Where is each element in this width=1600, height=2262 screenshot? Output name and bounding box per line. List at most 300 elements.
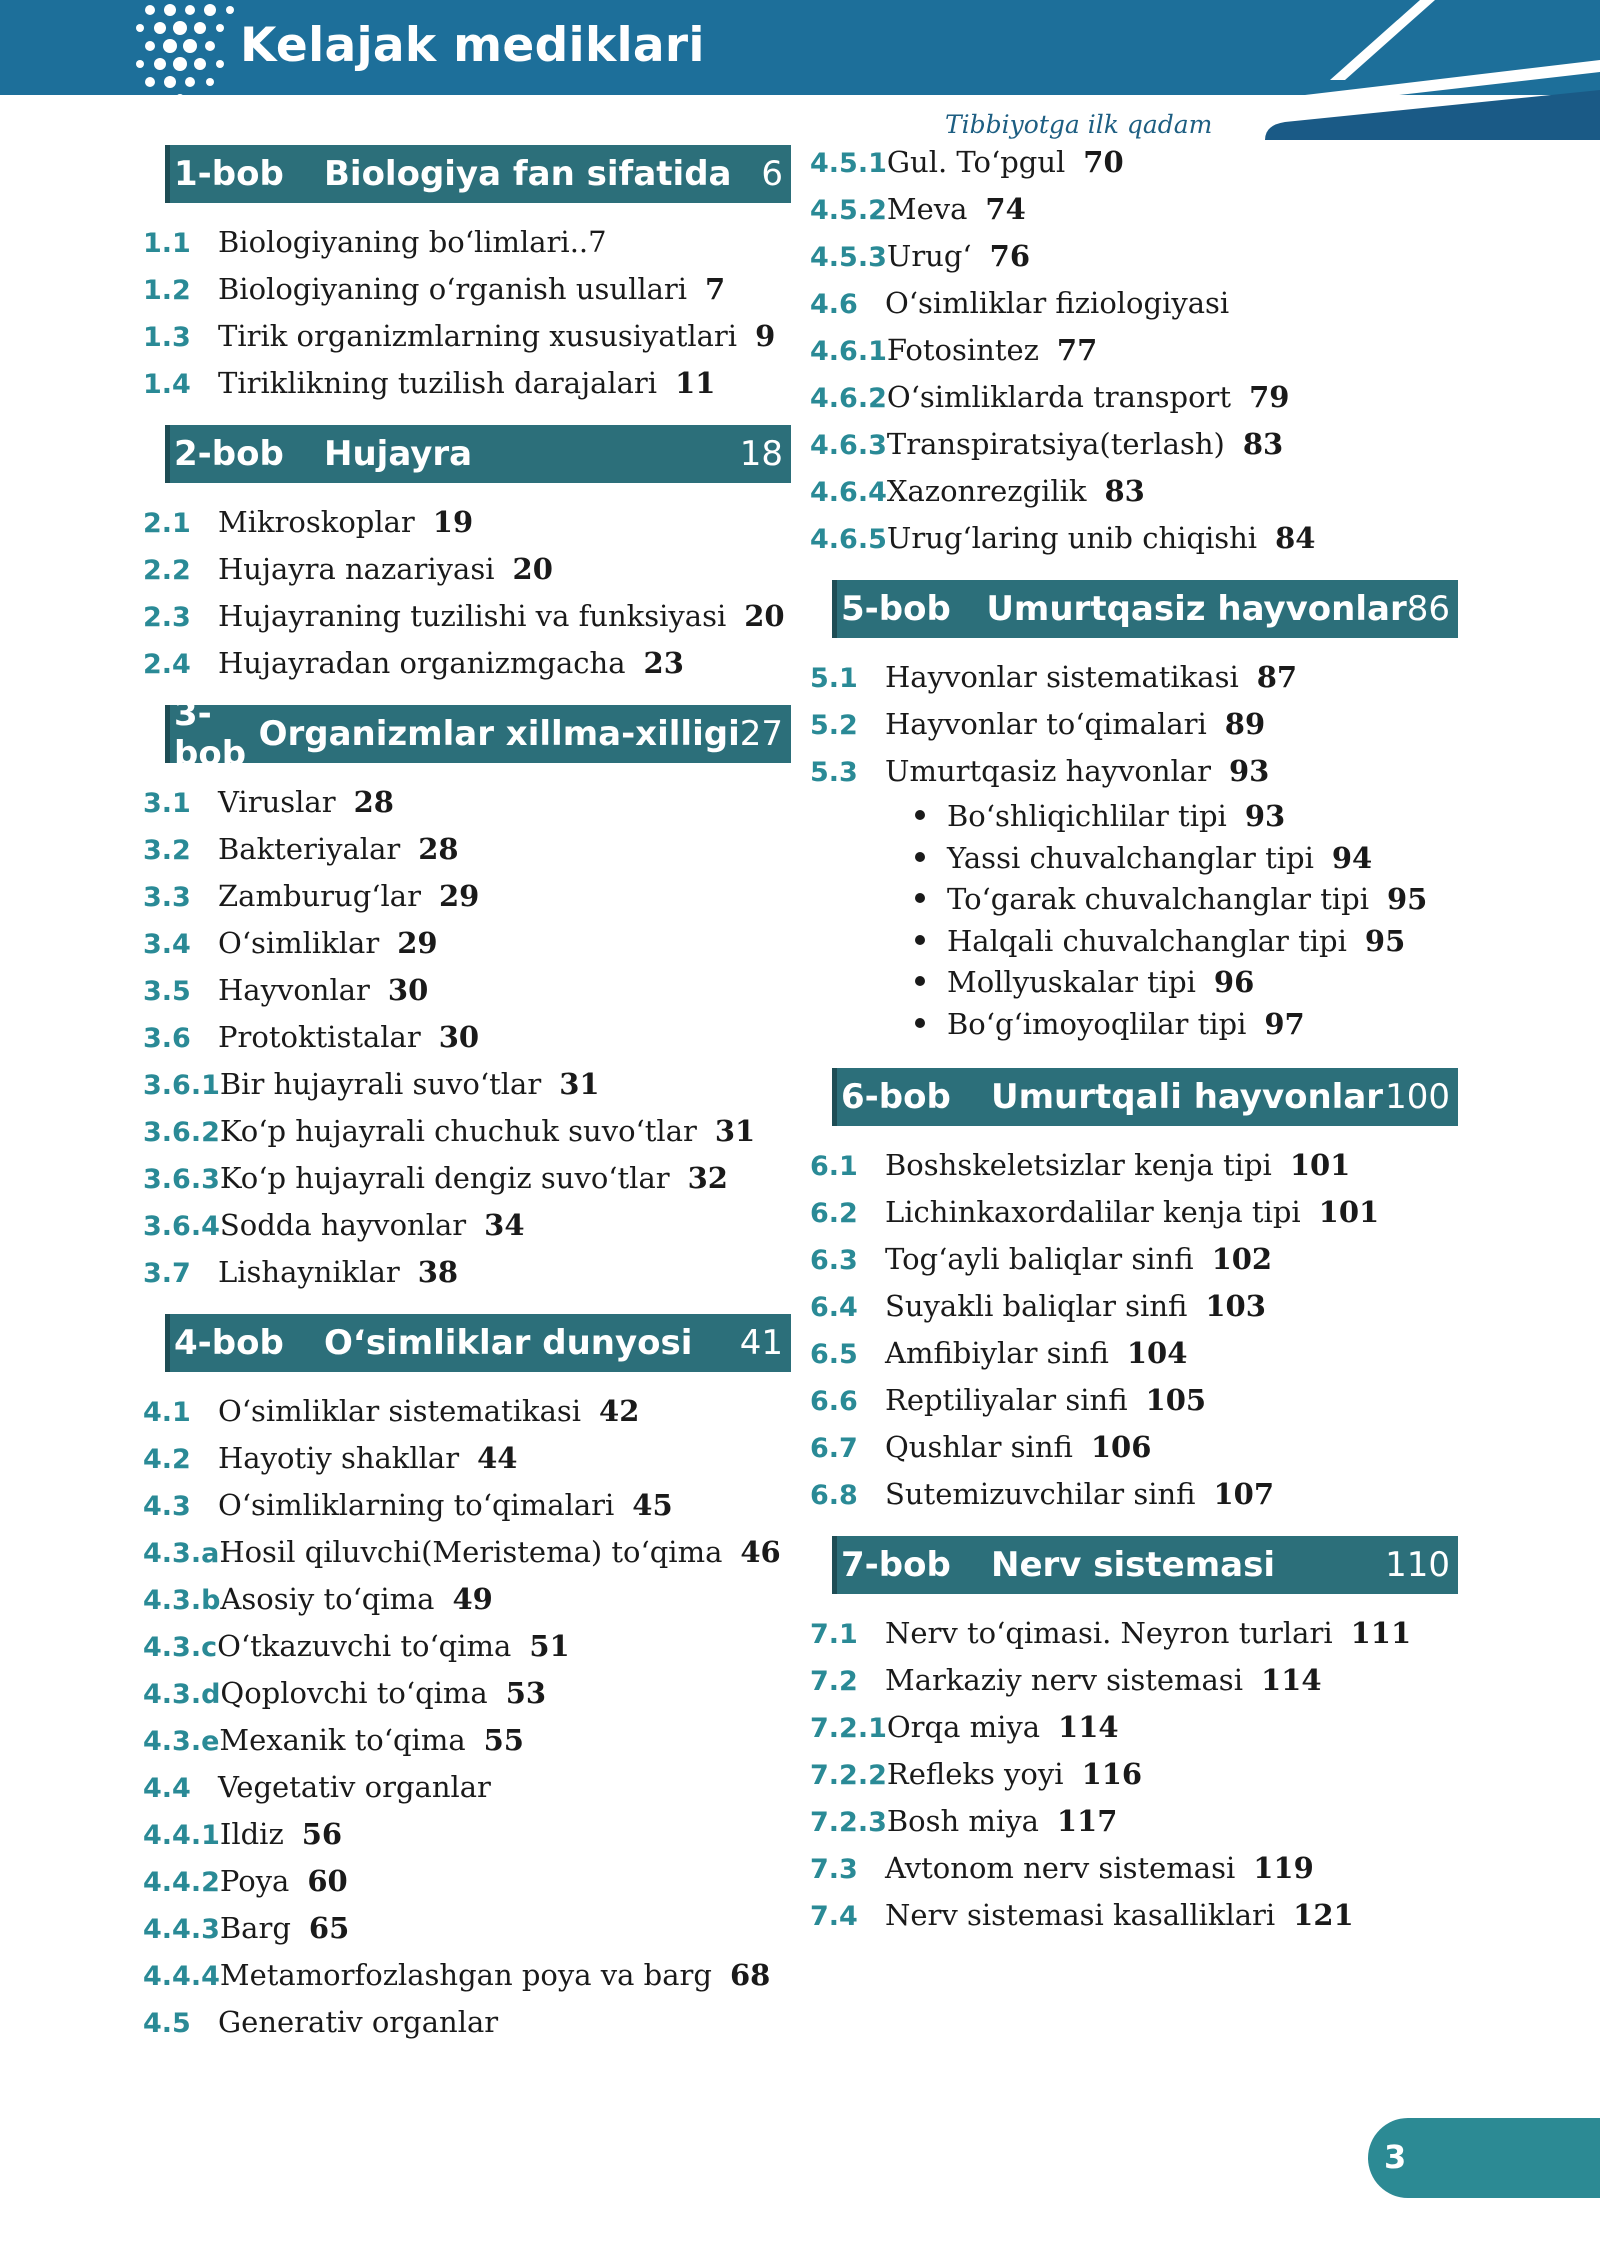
section-list xyxy=(810,145,1460,568)
section-title: Amfibiylar sinfi xyxy=(885,1336,1109,1370)
section-number: 5.1 xyxy=(810,663,858,694)
toc-entry[interactable] xyxy=(143,646,793,693)
chapter-number: 1-bob xyxy=(174,154,284,194)
section-title: Tog‘ayli baliqlar sinfi xyxy=(885,1242,1194,1276)
section-title: Sodda hayvonlar xyxy=(219,1208,467,1242)
bullet-icon xyxy=(915,935,925,945)
section-title: Poya xyxy=(219,1864,290,1898)
subtype-page: 95 xyxy=(1364,923,1406,958)
section-page: 121 xyxy=(1293,1898,1354,1932)
subtype-page: 96 xyxy=(1213,965,1255,999)
chapter-page: 86 xyxy=(1406,589,1450,629)
section-title: Barg xyxy=(219,1911,291,1945)
section-page: 23 xyxy=(643,646,684,680)
section-number: 3.5 xyxy=(143,976,191,1007)
section-page: 104 xyxy=(1126,1336,1188,1370)
page-header xyxy=(0,0,1600,150)
section-number: 4.1 xyxy=(143,1397,191,1428)
section-title: Biologiyaning bo‘limlari..7 xyxy=(218,225,607,259)
subtype-entry[interactable] xyxy=(915,1007,1460,1049)
section-number: 4.3.a xyxy=(143,1538,220,1569)
subtype-page: 93 xyxy=(1244,799,1286,833)
toc-entry[interactable] xyxy=(810,1477,1460,1524)
toc-entry[interactable] xyxy=(143,599,793,646)
toc-entry[interactable] xyxy=(143,1817,793,1864)
toc-entry[interactable] xyxy=(143,272,793,319)
section-page: 116 xyxy=(1081,1757,1143,1791)
chapter-heading[interactable] xyxy=(165,145,791,203)
chapter-page: 27 xyxy=(739,714,783,754)
section-page: 20 xyxy=(744,599,785,633)
section-title: Ko‘p hujayrali chuchuk suvo‘tlar xyxy=(219,1114,697,1148)
section-list xyxy=(143,505,793,693)
section-number: 6.3 xyxy=(810,1245,858,1276)
section-number: 7.2.3 xyxy=(810,1807,887,1838)
section-title: Meva xyxy=(886,192,968,226)
section-number: 4.4 xyxy=(143,1773,191,1804)
section-number: 6.4 xyxy=(810,1292,858,1323)
section-number: 6.5 xyxy=(810,1339,858,1370)
chapter-title: Nerv sistemasi xyxy=(991,1545,1275,1585)
section-page: 30 xyxy=(387,973,429,1007)
chapter-number: 2-bob xyxy=(174,434,284,474)
section-title: Refleks yoyi xyxy=(886,1757,1064,1791)
section-page: 114 xyxy=(1058,1710,1119,1744)
section-number: 4.6.3 xyxy=(810,430,887,461)
subtype-title: To‘garak chuvalchanglar tipi xyxy=(947,882,1369,916)
toc-entry[interactable] xyxy=(810,1430,1460,1477)
section-number: 3.6.3 xyxy=(143,1164,220,1195)
section-page: 105 xyxy=(1145,1383,1207,1417)
chapter-page: 6 xyxy=(761,154,783,194)
section-page: 55 xyxy=(483,1723,524,1757)
subtype-entry[interactable] xyxy=(915,965,1460,1007)
chapter-heading[interactable] xyxy=(832,1536,1458,1594)
toc-entry[interactable] xyxy=(810,1804,1460,1851)
toc-entry[interactable] xyxy=(143,973,793,1020)
section-list xyxy=(143,785,793,1302)
toc-entry[interactable] xyxy=(810,707,1460,754)
section-title: O‘simliklarning to‘qimalari xyxy=(218,1488,615,1522)
chapter-number: 5-bob xyxy=(841,589,951,629)
toc-entry[interactable] xyxy=(143,366,793,413)
page-number: 3 xyxy=(1384,2138,1407,2176)
section-number: 7.2.2 xyxy=(810,1760,887,1791)
section-title: Umurtqasiz hayvonlar xyxy=(885,754,1211,788)
section-page: 20 xyxy=(512,552,553,586)
chapter-number: 7-bob xyxy=(841,1545,951,1585)
section-page: 70 xyxy=(1083,145,1124,179)
section-title: Protoktistalar xyxy=(218,1020,421,1054)
section-page: 42 xyxy=(599,1394,640,1428)
toc-entry[interactable] xyxy=(143,1488,793,1535)
chapter-title: Biologiya fan sifatida xyxy=(324,154,732,194)
section-page: 77 xyxy=(1056,333,1098,367)
subtype-title: Bo‘shliqichlilar tipi xyxy=(947,799,1227,833)
chapter-number: 3-bob xyxy=(174,694,247,774)
toc-entry[interactable] xyxy=(143,1394,793,1441)
section-title: Ko‘p hujayrali dengiz suvo‘tlar xyxy=(219,1161,670,1195)
section-number: 5.2 xyxy=(810,710,858,741)
section-page: 74 xyxy=(985,192,1026,226)
toc-entry[interactable] xyxy=(143,785,793,832)
section-page: 87 xyxy=(1256,660,1298,694)
toc-entry[interactable] xyxy=(143,1864,793,1911)
section-page: 38 xyxy=(417,1255,459,1289)
section-title: Hayvonlar sistematikasi xyxy=(885,660,1239,694)
section-page: 11 xyxy=(675,366,716,400)
toc-entry[interactable] xyxy=(143,1161,793,1208)
section-number: 6.2 xyxy=(810,1198,858,1229)
section-number: 4.2 xyxy=(143,1444,191,1475)
section-number: 6.1 xyxy=(810,1151,858,1182)
toc-entry[interactable] xyxy=(810,521,1460,568)
section-title: Viruslar xyxy=(218,785,336,819)
toc-entry[interactable] xyxy=(143,926,793,973)
section-page: 114 xyxy=(1260,1663,1322,1697)
section-page: 89 xyxy=(1224,707,1266,741)
bullet-icon xyxy=(915,810,925,820)
toc-entry[interactable] xyxy=(143,319,793,366)
section-number: 1.2 xyxy=(143,275,191,306)
section-title: Zamburug‘lar xyxy=(218,879,421,913)
toc-entry[interactable] xyxy=(143,1676,793,1723)
chapter-heading[interactable] xyxy=(165,425,791,483)
section-page: 56 xyxy=(301,1817,343,1851)
section-page: 32 xyxy=(687,1161,728,1195)
section-page: 31 xyxy=(714,1114,756,1148)
section-number: 5.3 xyxy=(810,757,858,788)
section-title: Hosil qiluvchi(Meristema) to‘qima xyxy=(219,1535,723,1569)
section-number: 6.8 xyxy=(810,1480,858,1511)
chapter-title: Hujayra xyxy=(324,434,473,474)
section-title: Xazonrezgilik xyxy=(886,474,1087,508)
section-number: 3.6.4 xyxy=(143,1211,220,1242)
section-number: 7.4 xyxy=(810,1901,858,1932)
section-page: 49 xyxy=(452,1582,493,1616)
toc-entry[interactable] xyxy=(143,1911,793,1958)
section-number: 4.4.4 xyxy=(143,1961,220,1992)
section-page: 68 xyxy=(729,1958,771,1992)
section-number: 4.5.3 xyxy=(810,242,887,273)
section-title: Biologiyaning o‘rganish usullari xyxy=(218,272,688,306)
section-number: 7.3 xyxy=(810,1854,858,1885)
toc-entry[interactable] xyxy=(143,1441,793,1488)
page-number-badge xyxy=(1368,2118,1600,2198)
section-title: Tiriklikning tuzilish darajalari xyxy=(218,366,658,400)
subtype-entry[interactable] xyxy=(915,882,1460,924)
section-title: Mikroskoplar xyxy=(218,505,415,539)
section-page: 34 xyxy=(484,1208,525,1242)
toc-entry[interactable] xyxy=(810,333,1460,380)
chapter-heading[interactable] xyxy=(165,694,791,774)
header-subtitle: Tibbiyotga ilk qadam xyxy=(945,110,1213,139)
bullet-icon xyxy=(915,976,925,986)
section-page: 44 xyxy=(477,1441,518,1475)
toc-entry[interactable] xyxy=(810,192,1460,239)
toc-entry[interactable] xyxy=(810,1242,1460,1289)
toc-entry[interactable] xyxy=(143,1255,793,1302)
subtype-page: 97 xyxy=(1264,1006,1305,1041)
section-number: 4.6.5 xyxy=(810,524,887,555)
section-page: 76 xyxy=(989,239,1030,273)
section-title: Orqa miya xyxy=(886,1710,1041,1744)
chapter-title: O‘simliklar dunyosi xyxy=(324,1323,693,1363)
section-title: Transpiratsiya(terlash) xyxy=(886,427,1225,461)
section-page: 60 xyxy=(307,1864,348,1898)
section-title: Lichinkaxordalilar kenja tipi xyxy=(885,1195,1301,1229)
toc-entry[interactable] xyxy=(143,1958,793,2005)
toc-entry[interactable] xyxy=(810,1195,1460,1242)
section-title: Sutemizuvchilar sinfi xyxy=(885,1477,1196,1511)
section-page: 31 xyxy=(559,1067,600,1101)
section-list xyxy=(810,1148,1460,1524)
chapter-number: 4-bob xyxy=(174,1323,284,1363)
section-page: 53 xyxy=(505,1676,547,1710)
section-number: 3.7 xyxy=(143,1258,191,1289)
section-number: 2.4 xyxy=(143,649,191,680)
section-number: 2.1 xyxy=(143,508,191,539)
toc-entry[interactable] xyxy=(143,505,793,552)
section-page: 93 xyxy=(1228,754,1270,788)
section-title: Mexanik to‘qima xyxy=(219,1723,466,1757)
section-page: 83 xyxy=(1242,427,1284,461)
toc-left-column xyxy=(143,145,793,2064)
section-page: 7 xyxy=(705,272,726,306)
section-number: 4.5.2 xyxy=(810,195,887,226)
section-number: 4.3.d xyxy=(143,1679,221,1710)
toc-entry[interactable] xyxy=(810,380,1460,427)
subtype-page: 95 xyxy=(1386,882,1428,916)
subtype-entry[interactable] xyxy=(915,841,1460,883)
toc-entry[interactable] xyxy=(810,286,1460,333)
toc-entry[interactable] xyxy=(143,1020,793,1067)
toc-entry[interactable] xyxy=(810,660,1460,707)
section-list xyxy=(810,1616,1460,1945)
toc-entry[interactable] xyxy=(810,1757,1460,1804)
section-number: 7.2.1 xyxy=(810,1713,887,1744)
section-number: 7.1 xyxy=(810,1619,858,1650)
section-title: Urug‘laring unib chiqishi xyxy=(886,521,1258,555)
section-number: 4.6 xyxy=(810,289,858,320)
section-title: Asosiy to‘qima xyxy=(220,1582,435,1616)
chapter-heading[interactable] xyxy=(165,1314,791,1372)
section-page: 29 xyxy=(397,926,438,960)
subtype-entry[interactable] xyxy=(915,924,1460,966)
section-title: Avtonom nerv sistemasi xyxy=(885,1851,1236,1885)
bullet-icon xyxy=(915,1018,925,1028)
section-title: Qoplovchi to‘qima xyxy=(220,1676,488,1710)
toc-entry[interactable] xyxy=(143,1535,793,1582)
section-page: 30 xyxy=(438,1020,480,1054)
section-title: O‘simliklarda transport xyxy=(886,380,1232,414)
section-number: 4.6.1 xyxy=(810,336,887,367)
bullet-icon xyxy=(915,893,925,903)
section-title: Lishayniklar xyxy=(218,1255,400,1289)
section-number: 3.6.2 xyxy=(143,1117,220,1148)
section-title: Hayvonlar to‘qimalari xyxy=(885,707,1207,741)
section-title: Suyakli baliqlar sinfi xyxy=(885,1289,1188,1323)
section-title: Vegetativ organlar xyxy=(218,1770,491,1804)
section-title: Gul. To‘pgul xyxy=(886,145,1066,179)
toc-entry[interactable] xyxy=(143,2005,793,2052)
section-number: 4.4.3 xyxy=(143,1914,220,1945)
toc-entry[interactable] xyxy=(810,1616,1460,1663)
section-title: Tirik organizmlarning xususiyatlari xyxy=(218,319,738,353)
toc-entry[interactable] xyxy=(810,145,1460,192)
section-title: Markaziy nerv sistemasi xyxy=(885,1663,1243,1697)
section-page: 29 xyxy=(438,879,480,913)
section-number: 4.5 xyxy=(143,2008,191,2039)
section-list xyxy=(143,1394,793,2052)
section-title: Hujayraning tuzilishi va funksiyasi xyxy=(218,599,727,633)
section-number: 1.1 xyxy=(143,228,191,259)
toc-entry[interactable] xyxy=(143,1723,793,1770)
section-number: 4.3.c xyxy=(143,1632,218,1663)
section-number: 4.3.e xyxy=(143,1726,220,1757)
chapter-page: 100 xyxy=(1385,1077,1450,1117)
toc-entry[interactable] xyxy=(810,474,1460,521)
section-number: 4.4.1 xyxy=(143,1820,220,1851)
section-page: 28 xyxy=(353,785,394,819)
section-page: 65 xyxy=(308,1911,350,1945)
section-number: 4.3 xyxy=(143,1491,191,1522)
section-page: 111 xyxy=(1350,1616,1412,1650)
toc-entry[interactable] xyxy=(143,879,793,926)
section-list xyxy=(810,660,1460,801)
section-title: Ildiz xyxy=(219,1817,284,1851)
section-number: 1.3 xyxy=(143,322,191,353)
section-title: Bakteriyalar xyxy=(218,832,401,866)
section-number: 6.6 xyxy=(810,1386,858,1417)
section-number: 3.6 xyxy=(143,1023,191,1054)
toc-entry[interactable] xyxy=(810,239,1460,286)
section-title: Boshskeletsizlar kenja tipi xyxy=(885,1148,1272,1182)
section-number: 4.3.b xyxy=(143,1585,221,1616)
section-title: Hayotiy shakllar xyxy=(218,1441,460,1475)
chapter-title: Umurtqali hayvonlar xyxy=(991,1077,1384,1117)
section-number: 4.4.2 xyxy=(143,1867,220,1898)
brand-title: Kelajak mediklari xyxy=(240,18,705,73)
toc-entry[interactable] xyxy=(810,1663,1460,1710)
toc-entry[interactable] xyxy=(810,1710,1460,1757)
section-number: 4.5.1 xyxy=(810,148,887,179)
chapter-heading[interactable] xyxy=(832,580,1458,638)
section-number: 1.4 xyxy=(143,369,191,400)
section-number: 3.1 xyxy=(143,788,191,819)
toc-entry[interactable] xyxy=(810,1148,1460,1195)
section-title: Qushlar sinfi xyxy=(885,1430,1073,1464)
chapter-page: 18 xyxy=(739,434,783,474)
section-title: Bosh miya xyxy=(886,1804,1039,1838)
section-page: 28 xyxy=(418,832,459,866)
chapter-number: 6-bob xyxy=(841,1077,951,1117)
toc-entry[interactable] xyxy=(810,1336,1460,1383)
section-number: 3.4 xyxy=(143,929,191,960)
section-page: 107 xyxy=(1213,1477,1275,1511)
toc-entry[interactable] xyxy=(143,225,793,272)
section-page: 19 xyxy=(432,505,474,539)
section-number: 6.7 xyxy=(810,1433,858,1464)
bullet-icon xyxy=(915,852,925,862)
section-number: 4.6.2 xyxy=(810,383,887,414)
section-page: 101 xyxy=(1318,1195,1380,1229)
subtype-entry[interactable] xyxy=(915,799,1460,841)
section-list xyxy=(143,225,793,413)
section-title: Nerv sistemasi kasalliklari xyxy=(885,1898,1276,1932)
section-title: Reptiliyalar sinfi xyxy=(885,1383,1128,1417)
toc-entry[interactable] xyxy=(143,1770,793,1817)
toc-entry[interactable] xyxy=(810,1851,1460,1898)
section-title: Hujayradan organizmgacha xyxy=(218,646,626,680)
toc-entry[interactable] xyxy=(143,1114,793,1161)
section-page: 117 xyxy=(1056,1804,1118,1838)
section-title: Hayvonlar xyxy=(218,973,370,1007)
toc-entry[interactable] xyxy=(143,1582,793,1629)
subtype-title: Halqali chuvalchanglar tipi xyxy=(947,923,1347,958)
toc-entry[interactable] xyxy=(810,1383,1460,1430)
toc-right-column xyxy=(810,145,1460,1957)
section-title: Hujayra nazariyasi xyxy=(218,552,495,586)
section-title: Fotosintez xyxy=(886,333,1039,367)
section-title: O‘simliklar xyxy=(218,926,380,960)
section-page: 101 xyxy=(1289,1148,1351,1182)
chapter-title: Organizmlar xillma-xilligi xyxy=(258,714,740,754)
toc-entry[interactable] xyxy=(810,1289,1460,1336)
section-title: O‘simliklar fiziologiyasi xyxy=(885,286,1230,320)
section-page: 9 xyxy=(755,319,776,353)
toc-entry[interactable] xyxy=(143,1629,793,1676)
subtype-page: 94 xyxy=(1331,840,1373,875)
chapter-heading[interactable] xyxy=(832,1068,1458,1126)
toc-entry[interactable] xyxy=(810,754,1460,801)
section-page: 102 xyxy=(1211,1242,1273,1276)
section-number: 2.3 xyxy=(143,602,191,633)
section-number: 4.6.4 xyxy=(810,477,887,508)
section-number: 3.6.1 xyxy=(143,1070,220,1101)
section-number: 3.3 xyxy=(143,882,191,913)
chapter-page: 41 xyxy=(739,1323,783,1363)
subtype-list xyxy=(915,799,1460,1048)
toc-entry[interactable] xyxy=(810,427,1460,474)
section-page: 84 xyxy=(1275,521,1316,555)
section-page: 83 xyxy=(1104,474,1145,508)
subtype-title: Mollyuskalar tipi xyxy=(947,965,1196,999)
toc-entry[interactable] xyxy=(143,1067,793,1114)
section-page: 51 xyxy=(529,1629,570,1663)
section-page: 119 xyxy=(1253,1851,1314,1885)
section-title: O‘tkazuvchi to‘qima xyxy=(217,1629,512,1663)
chapter-page: 110 xyxy=(1385,1545,1450,1585)
section-title: Urug‘ xyxy=(886,239,972,273)
section-page: 79 xyxy=(1249,380,1290,414)
section-title: Generativ organlar xyxy=(218,2005,499,2039)
section-title: Metamorfozlashgan poya va barg xyxy=(219,1958,712,1992)
section-number: 7.2 xyxy=(810,1666,858,1697)
section-title: O‘simliklar sistematikasi xyxy=(218,1394,582,1428)
subtype-title: Yassi chuvalchanglar tipi xyxy=(947,840,1314,875)
toc-entry[interactable] xyxy=(143,832,793,879)
toc-entry[interactable] xyxy=(143,552,793,599)
toc-entry[interactable] xyxy=(143,1208,793,1255)
section-page: 45 xyxy=(632,1488,673,1522)
section-page: 103 xyxy=(1205,1289,1266,1323)
section-title: Nerv to‘qimasi. Neyron turlari xyxy=(885,1616,1333,1650)
section-number: 2.2 xyxy=(143,555,191,586)
section-title: Bir hujayrali suvo‘tlar xyxy=(219,1067,542,1101)
toc-entry[interactable] xyxy=(810,1898,1460,1945)
section-number: 3.2 xyxy=(143,835,191,866)
